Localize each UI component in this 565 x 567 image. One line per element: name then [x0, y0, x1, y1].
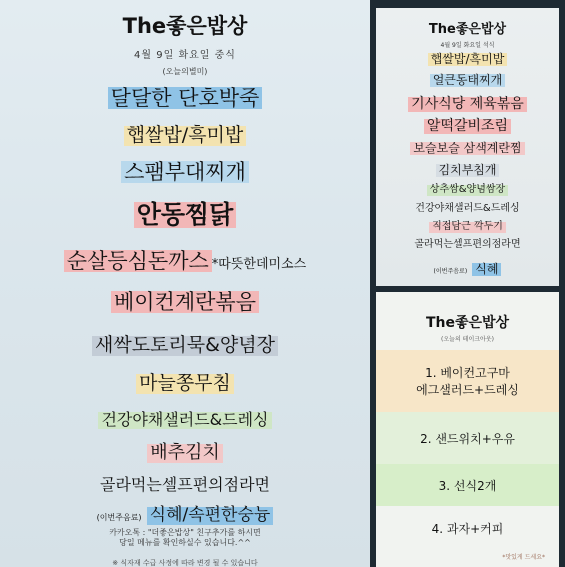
lunch-item: 식혜/속편한숭늉: [147, 507, 274, 525]
dinner-item: 김치부침개: [436, 164, 500, 177]
dinner-item: 기사식당 제육볶음: [408, 97, 527, 112]
lunch-item: 배추김치: [147, 444, 223, 463]
lunch-item: 새싹도토리묵&양념장: [92, 336, 278, 356]
takeout-item: [376, 412, 559, 464]
takeout-item: [376, 464, 559, 506]
dinner-item: 햅쌀밥/흑미밥: [428, 53, 508, 66]
lunch-item-sauce: *따뜻한데미소스: [211, 257, 307, 272]
lunch-drink-label: (이번주음료): [96, 513, 142, 522]
takeout-item-line: 1. 베이컨고구마: [425, 366, 510, 380]
takeout-item-line: 2. 샌드위치+우유: [420, 431, 515, 446]
takeout-item-line: 4. 과자+커피: [431, 521, 504, 536]
lunch-item: 골라먹는셀프편의점라면: [99, 475, 271, 494]
lunch-footer-note: ※ 식자재 수급 사정에 따라 변경 될 수 있습니다: [112, 559, 258, 567]
dinner-item: 건강야채샐러드&드레싱: [415, 203, 520, 214]
takeout-title: The좋은밥상: [425, 315, 510, 331]
lunch-footer: [0, 528, 370, 548]
takeout-end-note: *맛있게 드세요*: [502, 554, 545, 561]
dinner-drink-label: (이번주음료): [433, 268, 468, 275]
dinner-title: The좋은밥상: [428, 22, 507, 37]
takeout-item: [376, 350, 559, 412]
dinner-item: 직접담근 깍두기: [429, 222, 506, 233]
dinner-item: 상추쌈&양념쌈장: [427, 185, 508, 196]
takeout-note: (오늘의 테이크아웃): [441, 336, 494, 343]
footer-line: 당일 메뉴를 확인하실수 있습니다.^^: [119, 538, 251, 547]
lunch-item: 달달한 단호박죽: [108, 87, 263, 109]
dinner-item: 보슬보슬 삼색계란찜: [410, 142, 524, 155]
dinner-date: 4월 9일 화요일 석식: [440, 42, 495, 49]
takeout-item-line: 3. 선식2개: [438, 478, 497, 493]
dinner-item: 식혜: [472, 263, 501, 276]
lunch-note: (오늘의별미): [162, 67, 208, 76]
lunch-item: 햅쌀밥/흑미밥: [124, 126, 247, 146]
takeout-menu-sheet: [376, 292, 559, 567]
lunch-item: 베이컨계란볶음: [111, 291, 259, 313]
takeout-item: [376, 506, 559, 550]
dinner-menu-sheet: [376, 8, 559, 286]
lunch-title: The좋은밥상: [122, 14, 248, 38]
lunch-item: 건강야채샐러드&드레싱: [98, 412, 271, 429]
lunch-item: 순살등심돈까스: [64, 250, 212, 272]
footer-line: 카카오톡 : "더좋은밥상" 친구추가를 하시면: [109, 528, 261, 537]
lunch-item: 안동찜닭: [134, 202, 237, 228]
dinner-item: 얼큰동태찌개: [430, 74, 506, 87]
takeout-item-line: 에그샐러드+드레싱: [416, 383, 519, 397]
lunch-item: 마늘쫑무침: [136, 374, 234, 394]
dinner-item: 골라먹는셀프편의점라면: [414, 239, 521, 250]
lunch-item: 스팸부대찌개: [121, 161, 249, 183]
lunch-date: 4월 9일 화요일 중식: [134, 50, 236, 61]
dinner-item: 알떡갈비조림: [424, 119, 511, 134]
